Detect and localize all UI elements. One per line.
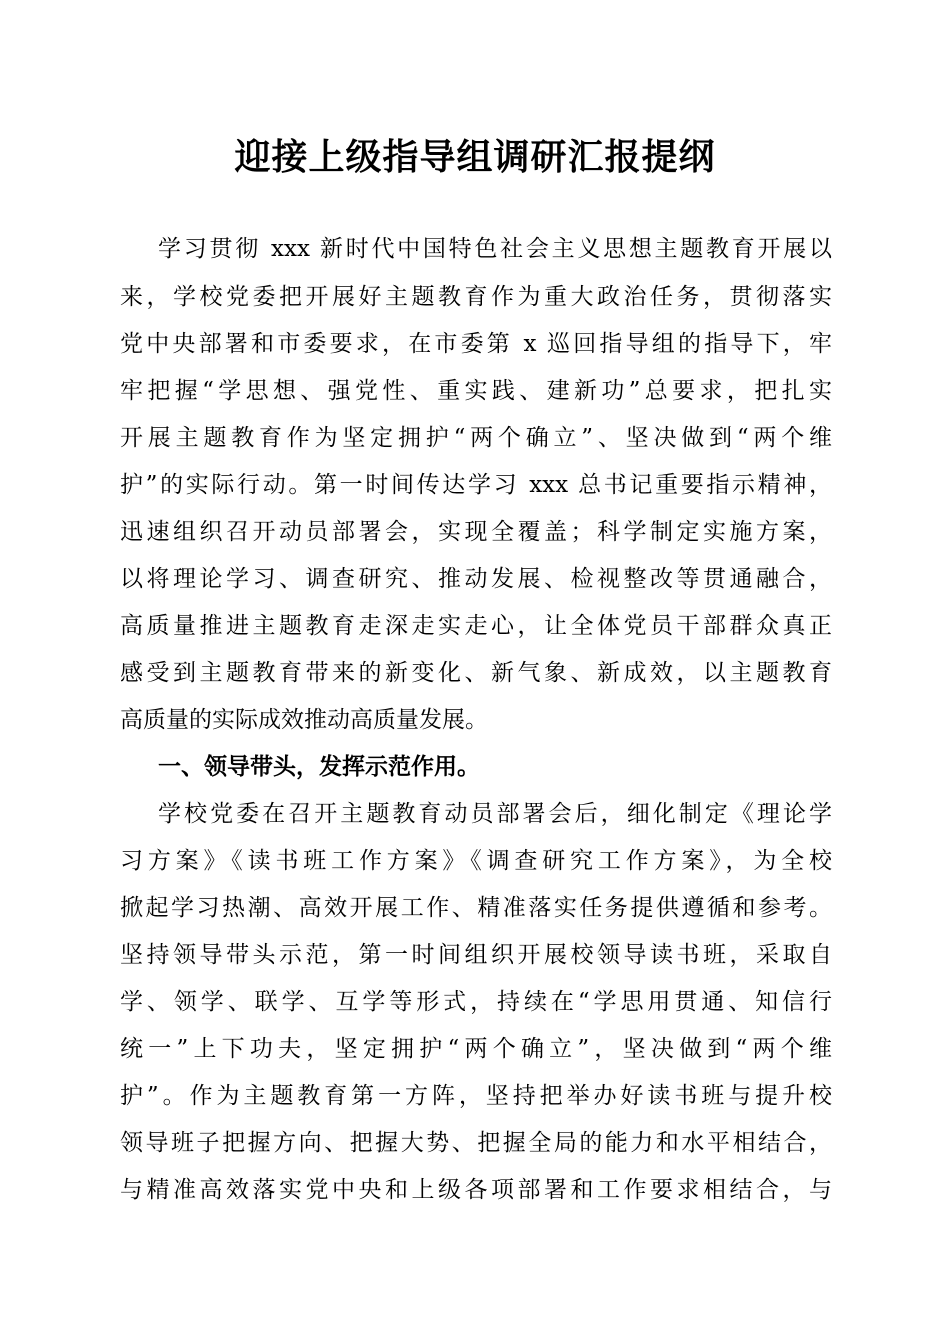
- paragraph-line: 护”。作为主题教育第一方阵，坚持把举办好读书班与提升校: [120, 1083, 832, 1109]
- paragraph-line: 学、领学、联学、互学等形式，持续在“学思用贯通、知信行: [120, 989, 832, 1015]
- paragraph-line: 高质量推进主题教育走深走实走心，让全体党员干部群众真正: [120, 613, 832, 639]
- paragraph-line: 以将理论学习、调查研究、推动发展、检视整改等贯通融合，: [120, 566, 832, 592]
- paragraph-line: 感受到主题教育带来的新变化、新气象、新成效，以主题教育: [120, 660, 832, 686]
- paragraph-line: 开展主题教育作为坚定拥护“两个确立”、坚决做到“两个维: [120, 425, 832, 451]
- paragraph-line: 掀起学习热潮、高效开展工作、精准落实任务提供遵循和参考。: [120, 895, 832, 921]
- paragraph-line: 领导班子把握方向、把握大势、把握全局的能力和水平相结合，: [120, 1130, 832, 1156]
- paragraph-line: 高质量的实际成效推动高质量发展。: [120, 707, 488, 733]
- section-heading: 一、领导带头，发挥示范作用。: [158, 754, 480, 780]
- paragraph-line: 护”的实际行动。第一时间传达学习 xxx 总书记重要指示精神，: [120, 472, 832, 498]
- paragraph-line: 党中央部署和市委要求，在市委第 x 巡回指导组的指导下，牢: [120, 331, 832, 357]
- paragraph-line: 习方案》《读书班工作方案》《调查研究工作方案》，为全校: [120, 848, 832, 874]
- paragraph-line: 坚持领导带头示范，第一时间组织开展校领导读书班，采取自: [120, 942, 832, 968]
- paragraph-line: 来，学校党委把开展好主题教育作为重大政治任务，贯彻落实: [120, 284, 832, 310]
- document-title: 迎接上级指导组调研汇报提纲: [234, 136, 716, 178]
- paragraph-line: 学校党委在召开主题教育动员部署会后，细化制定《理论学: [158, 801, 832, 827]
- paragraph-line: 统一”上下功夫，坚定拥护“两个确立”，坚决做到“两个维: [120, 1036, 832, 1062]
- paragraph-line: 牢把握“学思想、强党性、重实践、建新功”总要求，把扎实: [120, 378, 832, 404]
- paragraph-line: 迅速组织召开动员部署会，实现全覆盖；科学制定实施方案，: [120, 519, 832, 545]
- paragraph-line: 与精准高效落实党中央和上级各项部署和工作要求相结合，与: [120, 1177, 832, 1203]
- paragraph-line: 学习贯彻 xxx 新时代中国特色社会主义思想主题教育开展以: [158, 236, 832, 262]
